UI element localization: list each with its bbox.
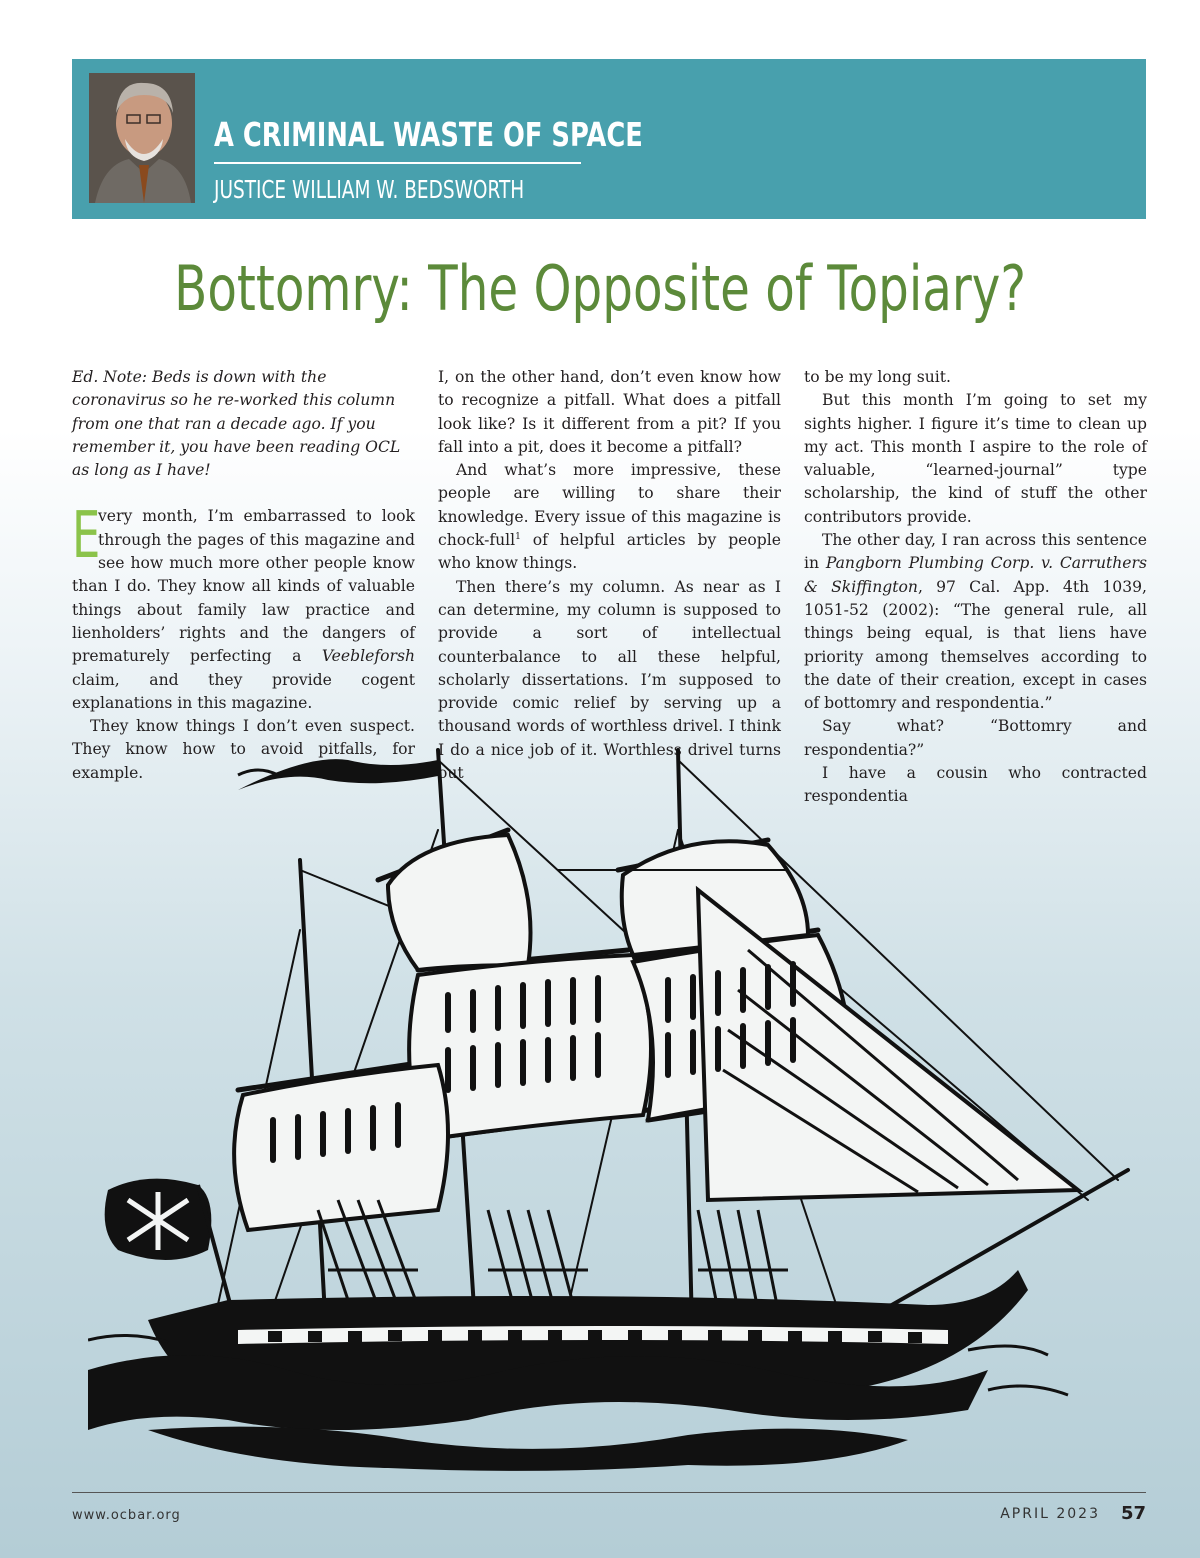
article-headline xyxy=(0,252,1200,325)
footer-url[interactable]: www.ocbar.org xyxy=(72,1508,181,1523)
drop-cap: E xyxy=(72,499,101,574)
paragraph: And what’s more impressive, these people are willing to share their knowledge. Every issue of this magazine is chock-full$^1$ of helpful articles by people who know things. xyxy=(438,461,781,573)
paragraph: I, on the other hand, don’t even know how to recognize a pitfall. What does a pitfall look like? Is it different from a pit? If you fall into a pit, does it become a pitfall? xyxy=(438,368,781,456)
author-photo xyxy=(89,73,195,203)
text-column-2 xyxy=(438,366,781,785)
column-banner xyxy=(72,59,1146,219)
footnote-ref[interactable]: 1 xyxy=(515,531,521,542)
title-rule xyxy=(214,162,581,164)
column-author: JUSTICE WILLIAM W. BEDSWORTH xyxy=(214,175,525,204)
paragraph: The other day, I ran across this sentence in Pangborn Plumbing Corp. v. Carruthers & Skiffington, 97 Cal. App. 4th 1039, 1051-52 (2002): “The general rule, all things being equal, is that liens have priority among themselves according to the date of their creation, except in cases of bottomry and respondentia.” xyxy=(804,531,1148,713)
paragraph: They know things I don’t even suspect. They know how to avoid pitfalls, for example. xyxy=(72,717,415,782)
column-title: A CRIMINAL WASTE OF SPACE xyxy=(214,115,643,154)
editor-note: Ed. Note: Beds is down with the coronavirus so he re-worked this column from one that ran a decade ago. If you remember it, you have been reading OCL as long as I have! xyxy=(72,368,401,480)
paragraph: to be my long suit. xyxy=(804,368,951,386)
paragraph: But this month I’m going to set my sights higher. I figure it’s time to clean up my act. This month I aspire to the role of valuable, “learned-journal” type scholarship, the kind of stuff the other contributors provide. xyxy=(804,391,1147,526)
ship-woodcut xyxy=(88,730,1148,1480)
footer-date: APRIL 2023 xyxy=(1000,1506,1100,1522)
footer-rule xyxy=(72,1492,1146,1493)
headline-text: Bottomry: The Opposite of Topiary? xyxy=(174,252,1026,325)
case-name: Veebleforsh xyxy=(321,647,415,666)
paragraph: Say what? “Bottomry and respondentia?” xyxy=(804,717,1147,759)
case-citation: Pangborn Plumbing Corp. v. Carruthers & Skiffington xyxy=(804,554,1147,596)
paragraph: I have a cousin who contracted respondentia xyxy=(804,764,1147,806)
ship-illustration xyxy=(88,730,1148,1480)
page-number: 57 xyxy=(1120,1503,1146,1524)
paragraph: E very month, I’m embarrassed to look through the pages of this magazine and see how much more other people know than I do. They know all kinds of valuable things about family law practice and lienholders’ rights and the dangers of prematurely perfecting a Veebleforsh claim, and they provide cogent explanations in this magazine. xyxy=(72,499,415,712)
text-column-1 xyxy=(72,366,415,785)
paragraph: Then there’s my column. As near as I can determine, my column is supposed to provide a sort of intellectual counterbalance to all these helpful, scholarly dissertations. I’m supposed to provide comic relief by serving up a thousand words of worthless drivel. I think I do a nice job of it. Worthless drivel turns out xyxy=(438,577,781,783)
